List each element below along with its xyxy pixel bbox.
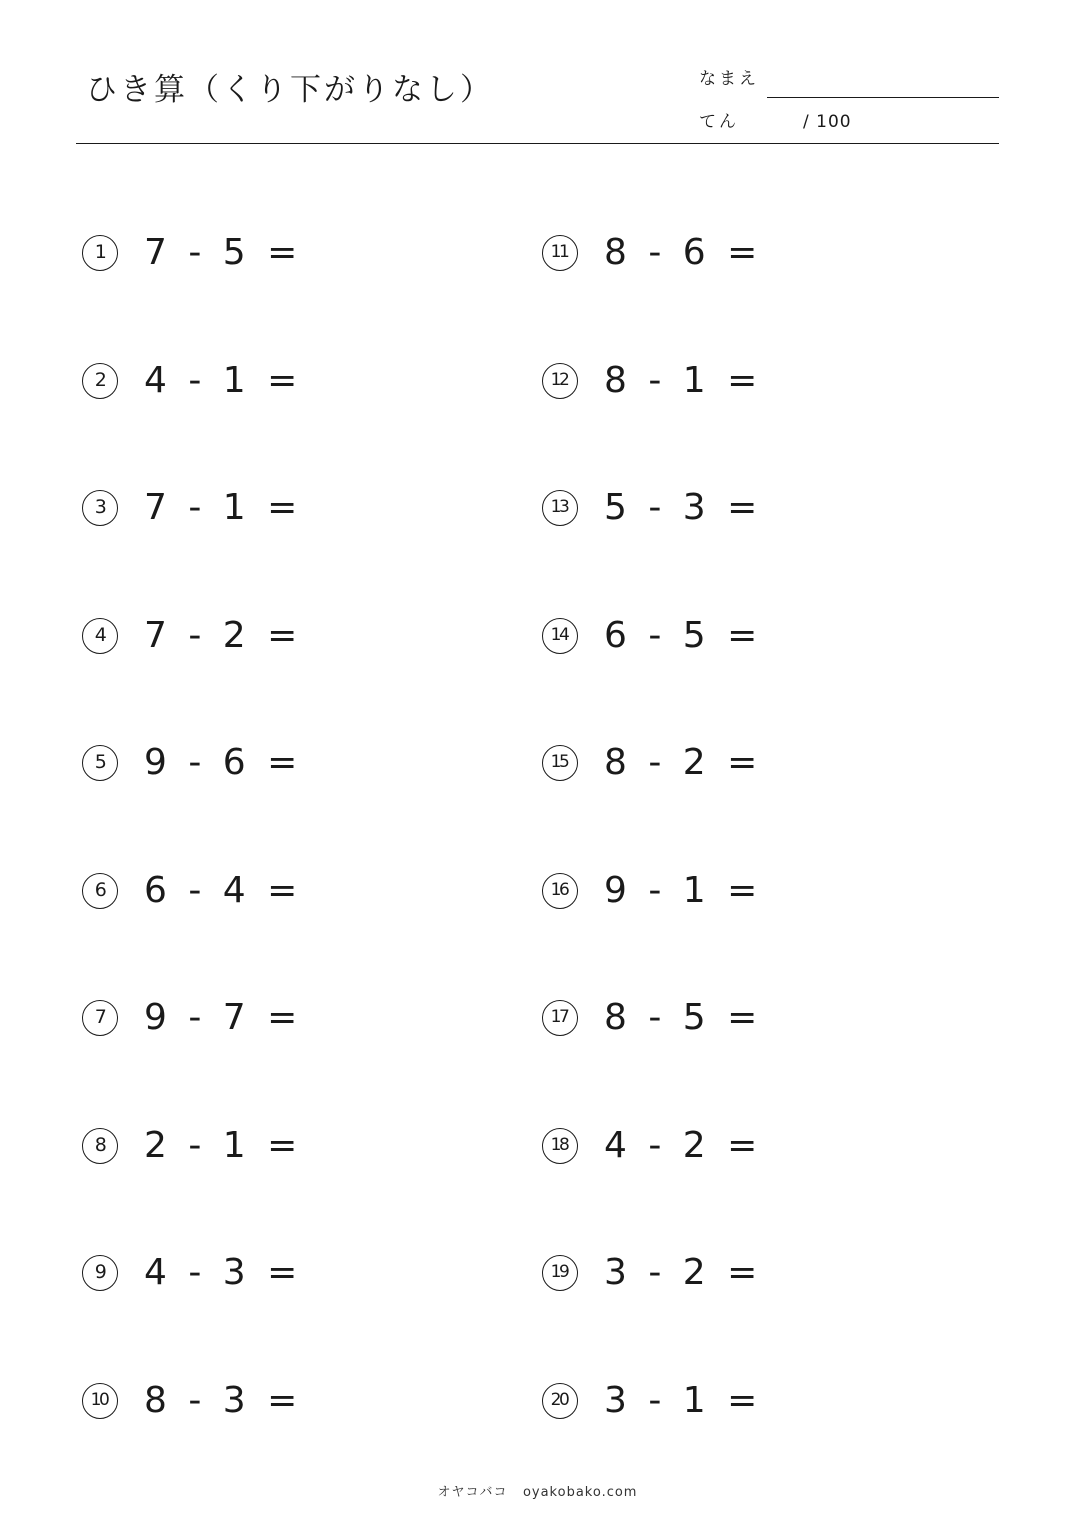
problem-item <box>82 233 297 273</box>
score-label: てん <box>699 112 739 132</box>
problem-number: 1 <box>82 235 118 271</box>
problem-expression: 9 - 7 = <box>144 997 298 1038</box>
problem-expression: 7 - 1 = <box>144 487 298 528</box>
problem-expression: 9 - 1 = <box>604 870 758 911</box>
problem-number: 7 <box>82 1000 118 1036</box>
problem-item <box>82 361 297 401</box>
problem-item <box>82 488 297 528</box>
problem-expression: 7 - 2 = <box>144 615 298 656</box>
footer-brand: オヤコバコ <box>437 1485 508 1500</box>
problem-expression: 9 - 6 = <box>144 742 298 783</box>
problem-number: 14 <box>542 618 578 654</box>
problem-number: 15 <box>542 745 578 781</box>
name-label: なまえ <box>699 69 759 89</box>
problem-item <box>542 1253 757 1293</box>
problem-expression: 4 - 2 = <box>604 1125 758 1166</box>
problem-number: 6 <box>82 873 118 909</box>
score-total: / 100 <box>803 112 852 132</box>
problem-item <box>82 998 297 1038</box>
problem-number: 19 <box>542 1255 578 1291</box>
problem-number: 13 <box>542 490 578 526</box>
problem-item <box>82 743 297 783</box>
problem-number: 5 <box>82 745 118 781</box>
problem-expression: 8 - 5 = <box>604 997 758 1038</box>
problem-expression: 8 - 1 = <box>604 360 758 401</box>
problem-number: 20 <box>542 1383 578 1419</box>
problem-number: 16 <box>542 873 578 909</box>
problem-expression: 5 - 3 = <box>604 487 758 528</box>
problem-number: 17 <box>542 1000 578 1036</box>
problem-item <box>542 1381 757 1421</box>
problem-number: 2 <box>82 363 118 399</box>
problem-number: 8 <box>82 1128 118 1164</box>
problem-number: 10 <box>82 1383 118 1419</box>
worksheet-title: ひき算（くり下がりなし） <box>86 72 494 108</box>
problem-number: 11 <box>542 235 578 271</box>
problem-item <box>542 1126 757 1166</box>
problem-item <box>542 616 757 656</box>
problem-expression: 3 - 2 = <box>604 1252 758 1293</box>
problem-item <box>542 233 757 273</box>
problem-item <box>82 1253 297 1293</box>
problem-item <box>542 871 757 911</box>
problem-expression: 8 - 3 = <box>144 1380 298 1421</box>
problem-item <box>542 361 757 401</box>
problem-number: 12 <box>542 363 578 399</box>
problem-expression: 4 - 3 = <box>144 1252 298 1293</box>
problem-item <box>542 998 757 1038</box>
footer <box>0 1484 1075 1502</box>
problem-item <box>82 871 297 911</box>
problem-number: 18 <box>542 1128 578 1164</box>
footer-site: oyakobako.com <box>522 1485 638 1500</box>
problem-expression: 6 - 5 = <box>604 615 758 656</box>
problem-item <box>82 1126 297 1166</box>
problem-item <box>82 616 297 656</box>
problem-item <box>82 1381 297 1421</box>
problem-expression: 8 - 2 = <box>604 742 758 783</box>
problem-expression: 3 - 1 = <box>604 1380 758 1421</box>
problem-number: 4 <box>82 618 118 654</box>
problem-expression: 8 - 6 = <box>604 232 758 273</box>
problem-item <box>542 743 757 783</box>
problem-item <box>542 488 757 528</box>
problem-expression: 2 - 1 = <box>144 1125 298 1166</box>
problem-expression: 6 - 4 = <box>144 870 298 911</box>
problem-expression: 4 - 1 = <box>144 360 298 401</box>
problem-expression: 7 - 5 = <box>144 232 298 273</box>
problem-number: 3 <box>82 490 118 526</box>
problem-number: 9 <box>82 1255 118 1291</box>
